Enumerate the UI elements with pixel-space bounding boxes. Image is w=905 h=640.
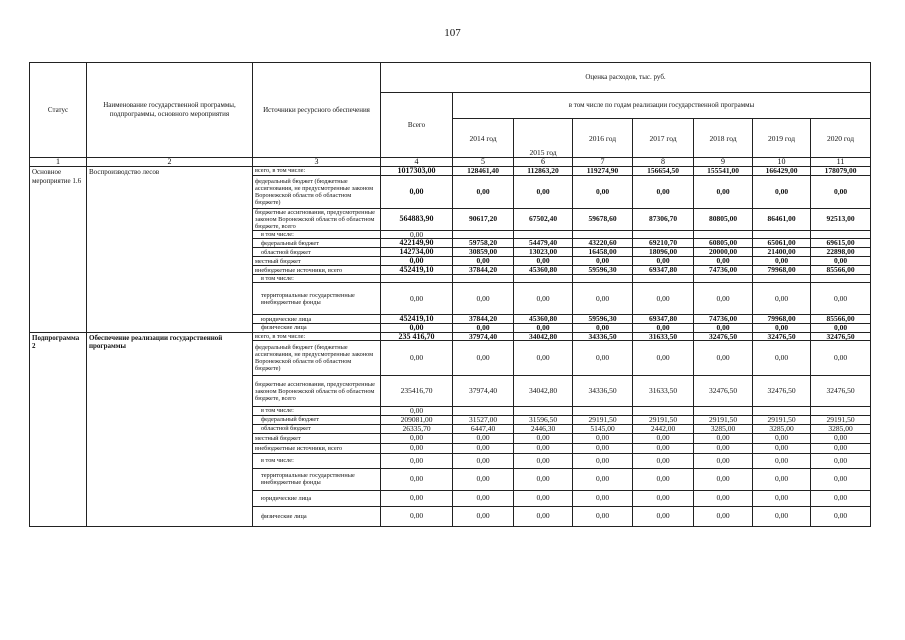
header-year: 2014 год (453, 119, 514, 158)
year-value: 59596,30 (573, 266, 633, 275)
year-value: 6447,40 (453, 424, 514, 433)
year-value: 156654,50 (633, 167, 694, 176)
year-value (453, 275, 514, 283)
total-value: 26335,70 (381, 424, 453, 433)
total-value: 235 416,70 (381, 332, 453, 341)
total-value: 0,00 (381, 324, 453, 333)
table-row (30, 167, 871, 176)
row-name: Воспроизводство лесов (87, 167, 253, 333)
total-value: 0,00 (381, 175, 453, 208)
source-label: всего, в том числе: (253, 167, 381, 176)
year-value: 0,00 (514, 433, 573, 443)
year-value: 0,00 (573, 443, 633, 453)
year-value: 0,00 (753, 490, 811, 506)
year-value: 34336,50 (573, 332, 633, 341)
year-value: 0,00 (453, 490, 514, 506)
year-value: 18096,00 (633, 248, 694, 257)
expense-table (29, 62, 871, 527)
total-value: 422149,90 (381, 239, 453, 248)
year-value: 0,00 (753, 468, 811, 490)
year-value: 85566,00 (811, 266, 871, 275)
year-value: 37844,20 (453, 315, 514, 324)
year-value (573, 230, 633, 239)
source-label: территориальные государственные внебюджетные фонды (253, 468, 381, 490)
year-value: 60805,00 (694, 239, 753, 248)
source-label: бюджетные ассигнования, предусмотренные законом Воронежской области об областном бюджете, всего (253, 208, 381, 230)
year-value: 31527,00 (453, 415, 514, 424)
year-value: 69347,80 (633, 266, 694, 275)
header-year: 2018 год (694, 119, 753, 158)
year-value: 119274,90 (573, 167, 633, 176)
year-value: 37844,20 (453, 266, 514, 275)
year-value: 0,00 (514, 257, 573, 266)
header-year: 2019 год (753, 119, 811, 158)
source-label: территориальные государственные внебюджетные фонды (253, 283, 381, 315)
header-status: Статус (30, 63, 87, 158)
year-value (694, 275, 753, 283)
year-value (573, 407, 633, 416)
year-value: 0,00 (753, 341, 811, 376)
header-estimate: Оценка расходов, тыс. руб. (381, 63, 871, 93)
year-value: 0,00 (514, 506, 573, 526)
header-year: 2020 год (811, 119, 871, 158)
total-value: 0,00 (381, 453, 453, 468)
year-value: 0,00 (453, 468, 514, 490)
year-value: 31596,50 (514, 415, 573, 424)
table-row (30, 332, 871, 341)
year-value: 16458,00 (573, 248, 633, 257)
column-number: 2 (87, 158, 253, 167)
year-value: 2446,30 (514, 424, 573, 433)
year-value: 0,00 (694, 324, 753, 333)
header-name: Наименование государственной программы, подпрограммы, основного мероприятия (87, 63, 253, 158)
year-value: 32476,50 (694, 376, 753, 407)
year-value: 0,00 (514, 283, 573, 315)
year-value: 2442,00 (633, 424, 694, 433)
total-value: 0,00 (381, 407, 453, 416)
year-value: 32476,50 (811, 376, 871, 407)
source-label: местный бюджет (253, 433, 381, 443)
year-value: 0,00 (453, 506, 514, 526)
source-label: областной бюджет (253, 424, 381, 433)
year-value: 32476,50 (694, 332, 753, 341)
column-numbers-row (30, 158, 871, 167)
year-value: 0,00 (694, 443, 753, 453)
year-value: 0,00 (753, 257, 811, 266)
year-value: 0,00 (514, 443, 573, 453)
year-value: 59596,30 (573, 315, 633, 324)
year-value: 0,00 (514, 324, 573, 333)
year-value: 0,00 (811, 490, 871, 506)
year-value: 0,00 (573, 175, 633, 208)
year-value: 0,00 (514, 175, 573, 208)
year-value: 0,00 (694, 490, 753, 506)
year-value: 0,00 (453, 341, 514, 376)
column-number: 4 (381, 158, 453, 167)
year-value: 0,00 (694, 341, 753, 376)
source-label: федеральный бюджет (бюджетные ассигнования, не предусмотренные законом Воронежской области об областном бюджете) (253, 175, 381, 208)
year-value: 0,00 (633, 468, 694, 490)
year-value: 0,00 (633, 175, 694, 208)
year-value: 0,00 (811, 453, 871, 468)
year-value (573, 275, 633, 283)
source-label: юридические лица (253, 315, 381, 324)
source-label: федеральный бюджет (253, 415, 381, 424)
total-value: 0,00 (381, 443, 453, 453)
year-value: 0,00 (573, 283, 633, 315)
column-number: 3 (253, 158, 381, 167)
source-label: юридические лица (253, 490, 381, 506)
year-value (633, 407, 694, 416)
column-number: 8 (633, 158, 694, 167)
year-value (694, 407, 753, 416)
year-value: 0,00 (694, 453, 753, 468)
year-value: 0,00 (453, 443, 514, 453)
total-value: 452419,10 (381, 266, 453, 275)
year-value: 29191,50 (694, 415, 753, 424)
year-value: 112863,20 (514, 167, 573, 176)
year-value: 0,00 (811, 283, 871, 315)
year-value: 0,00 (811, 506, 871, 526)
year-value: 34042,80 (514, 376, 573, 407)
year-value: 0,00 (811, 468, 871, 490)
source-label: федеральный бюджет (бюджетные ассигнования, не предусмотренные законом Воронежской области об областном бюджете) (253, 341, 381, 376)
header-total: Всего (381, 93, 453, 158)
year-value: 92513,00 (811, 208, 871, 230)
year-value: 0,00 (573, 490, 633, 506)
year-value: 0,00 (753, 433, 811, 443)
year-value: 90617,20 (453, 208, 514, 230)
source-label: всего, в том числе: (253, 332, 381, 341)
row-status: Подпрограмма 2 (30, 332, 87, 526)
year-value: 0,00 (753, 324, 811, 333)
year-value: 69210,70 (633, 239, 694, 248)
year-value: 0,00 (753, 175, 811, 208)
year-value: 74736,00 (694, 315, 753, 324)
year-value: 0,00 (633, 283, 694, 315)
year-value (753, 230, 811, 239)
header-sources: Источники ресурсного обеспечения (253, 63, 381, 158)
year-value: 155541,00 (694, 167, 753, 176)
year-value: 0,00 (633, 506, 694, 526)
year-value: 29191,50 (573, 415, 633, 424)
year-value (453, 230, 514, 239)
header-year: 2015 год (514, 119, 573, 158)
year-value: 0,00 (633, 453, 694, 468)
year-value: 0,00 (633, 257, 694, 266)
total-value: 0,00 (381, 283, 453, 315)
year-value (514, 275, 573, 283)
year-value: 0,00 (633, 490, 694, 506)
year-value: 0,00 (573, 433, 633, 443)
year-value: 13023,00 (514, 248, 573, 257)
expense-table-container (29, 62, 871, 527)
column-number: 7 (573, 158, 633, 167)
year-value: 85566,00 (811, 315, 871, 324)
year-value: 128461,40 (453, 167, 514, 176)
year-value (811, 407, 871, 416)
year-value: 59758,20 (453, 239, 514, 248)
year-value: 21400,00 (753, 248, 811, 257)
year-value: 0,00 (811, 433, 871, 443)
year-value: 32476,50 (753, 376, 811, 407)
total-value: 235416,70 (381, 376, 453, 407)
year-value: 45360,80 (514, 266, 573, 275)
source-label: физические лица (253, 506, 381, 526)
year-value (753, 275, 811, 283)
year-value: 74736,00 (694, 266, 753, 275)
year-value (633, 275, 694, 283)
year-value: 22898,00 (811, 248, 871, 257)
year-value: 0,00 (811, 443, 871, 453)
year-value: 86461,00 (753, 208, 811, 230)
year-value: 0,00 (633, 443, 694, 453)
total-value: 0,00 (381, 468, 453, 490)
year-value: 79968,00 (753, 266, 811, 275)
total-value: 1017303,00 (381, 167, 453, 176)
year-value: 0,00 (753, 506, 811, 526)
year-value: 0,00 (694, 433, 753, 443)
year-value: 0,00 (753, 453, 811, 468)
year-value: 3285,00 (811, 424, 871, 433)
total-value: 209081,00 (381, 415, 453, 424)
year-value: 0,00 (573, 468, 633, 490)
row-status: Основное мероприятие 1.6 (30, 167, 87, 333)
year-value: 0,00 (633, 324, 694, 333)
year-value (514, 407, 573, 416)
year-value: 0,00 (694, 283, 753, 315)
year-value: 0,00 (633, 433, 694, 443)
year-value: 3285,00 (694, 424, 753, 433)
year-value: 29191,50 (811, 415, 871, 424)
year-value: 0,00 (453, 283, 514, 315)
year-value: 79968,00 (753, 315, 811, 324)
header-year: 2016 год (573, 119, 633, 158)
year-value: 0,00 (573, 506, 633, 526)
total-value: 0,00 (381, 506, 453, 526)
total-value (381, 275, 453, 283)
year-value (694, 230, 753, 239)
year-value: 0,00 (573, 453, 633, 468)
year-value: 45360,80 (514, 315, 573, 324)
year-value: 3285,00 (753, 424, 811, 433)
column-number: 11 (811, 158, 871, 167)
column-number: 5 (453, 158, 514, 167)
source-label: физические лица (253, 324, 381, 333)
column-number: 6 (514, 158, 573, 167)
total-value: 142734,00 (381, 248, 453, 257)
year-value: 0,00 (694, 468, 753, 490)
year-value: 32476,50 (753, 332, 811, 341)
total-value: 0,00 (381, 490, 453, 506)
year-value (514, 230, 573, 239)
year-value: 20000,00 (694, 248, 753, 257)
year-value: 69347,80 (633, 315, 694, 324)
source-label: в том числе: (253, 407, 381, 416)
year-value (453, 407, 514, 416)
source-label: внебюджетные источники, всего (253, 266, 381, 275)
year-value: 0,00 (514, 490, 573, 506)
column-number: 9 (694, 158, 753, 167)
year-value: 29191,50 (633, 415, 694, 424)
total-value: 0,00 (381, 341, 453, 376)
source-label: местный бюджет (253, 257, 381, 266)
year-value: 0,00 (811, 341, 871, 376)
total-value: 452419,10 (381, 315, 453, 324)
total-value: 564883,90 (381, 208, 453, 230)
year-value: 0,00 (753, 443, 811, 453)
year-value: 32476,50 (811, 332, 871, 341)
year-value: 0,00 (573, 324, 633, 333)
year-value: 0,00 (811, 175, 871, 208)
year-value: 87306,70 (633, 208, 694, 230)
page-number: 107 (444, 27, 461, 39)
total-value: 0,00 (381, 230, 453, 239)
year-value: 80805,00 (694, 208, 753, 230)
year-value: 37974,40 (453, 332, 514, 341)
year-value: 0,00 (453, 433, 514, 443)
year-value: 34336,50 (573, 376, 633, 407)
year-value: 0,00 (811, 257, 871, 266)
year-value (811, 275, 871, 283)
year-value (811, 230, 871, 239)
year-value: 31633,50 (633, 376, 694, 407)
year-value: 59678,60 (573, 208, 633, 230)
year-value: 166429,00 (753, 167, 811, 176)
source-label: в том числе: (253, 275, 381, 283)
year-value: 67502,40 (514, 208, 573, 230)
total-value: 0,00 (381, 433, 453, 443)
year-value: 0,00 (453, 324, 514, 333)
year-value: 178079,00 (811, 167, 871, 176)
source-label: в том числе: (253, 230, 381, 239)
year-value: 0,00 (573, 341, 633, 376)
year-value: 5145,00 (573, 424, 633, 433)
year-value: 0,00 (453, 257, 514, 266)
year-value: 31633,50 (633, 332, 694, 341)
year-value: 43220,60 (573, 239, 633, 248)
year-value: 0,00 (633, 341, 694, 376)
year-value: 0,00 (573, 257, 633, 266)
year-value (633, 230, 694, 239)
year-value (753, 407, 811, 416)
source-label: внебюджетные источники, всего (253, 443, 381, 453)
year-value: 0,00 (514, 468, 573, 490)
year-value: 0,00 (514, 341, 573, 376)
year-value: 0,00 (453, 453, 514, 468)
year-value: 34042,80 (514, 332, 573, 341)
header-by-years: в том числе по годам реализации государственной программы (453, 93, 871, 119)
year-value: 0,00 (694, 257, 753, 266)
year-value: 65061,00 (753, 239, 811, 248)
year-value: 0,00 (694, 175, 753, 208)
column-number: 10 (753, 158, 811, 167)
year-value: 0,00 (514, 453, 573, 468)
year-value: 0,00 (811, 324, 871, 333)
year-value: 54479,40 (514, 239, 573, 248)
source-label: в том числе: (253, 453, 381, 468)
year-value: 0,00 (694, 506, 753, 526)
column-number: 1 (30, 158, 87, 167)
year-value: 29191,50 (753, 415, 811, 424)
year-value: 0,00 (453, 175, 514, 208)
header-year: 2017 год (633, 119, 694, 158)
year-value: 69615,00 (811, 239, 871, 248)
year-value: 30859,00 (453, 248, 514, 257)
source-label: бюджетные ассигнования, предусмотренные законом Воронежской области об областном бюджете, всего (253, 376, 381, 407)
year-value: 37974,40 (453, 376, 514, 407)
source-label: областной бюджет (253, 248, 381, 257)
year-value: 0,00 (753, 283, 811, 315)
total-value: 0,00 (381, 257, 453, 266)
source-label: федеральный бюджет (253, 239, 381, 248)
row-name: Обеспечение реализации государственной программы (87, 332, 253, 526)
